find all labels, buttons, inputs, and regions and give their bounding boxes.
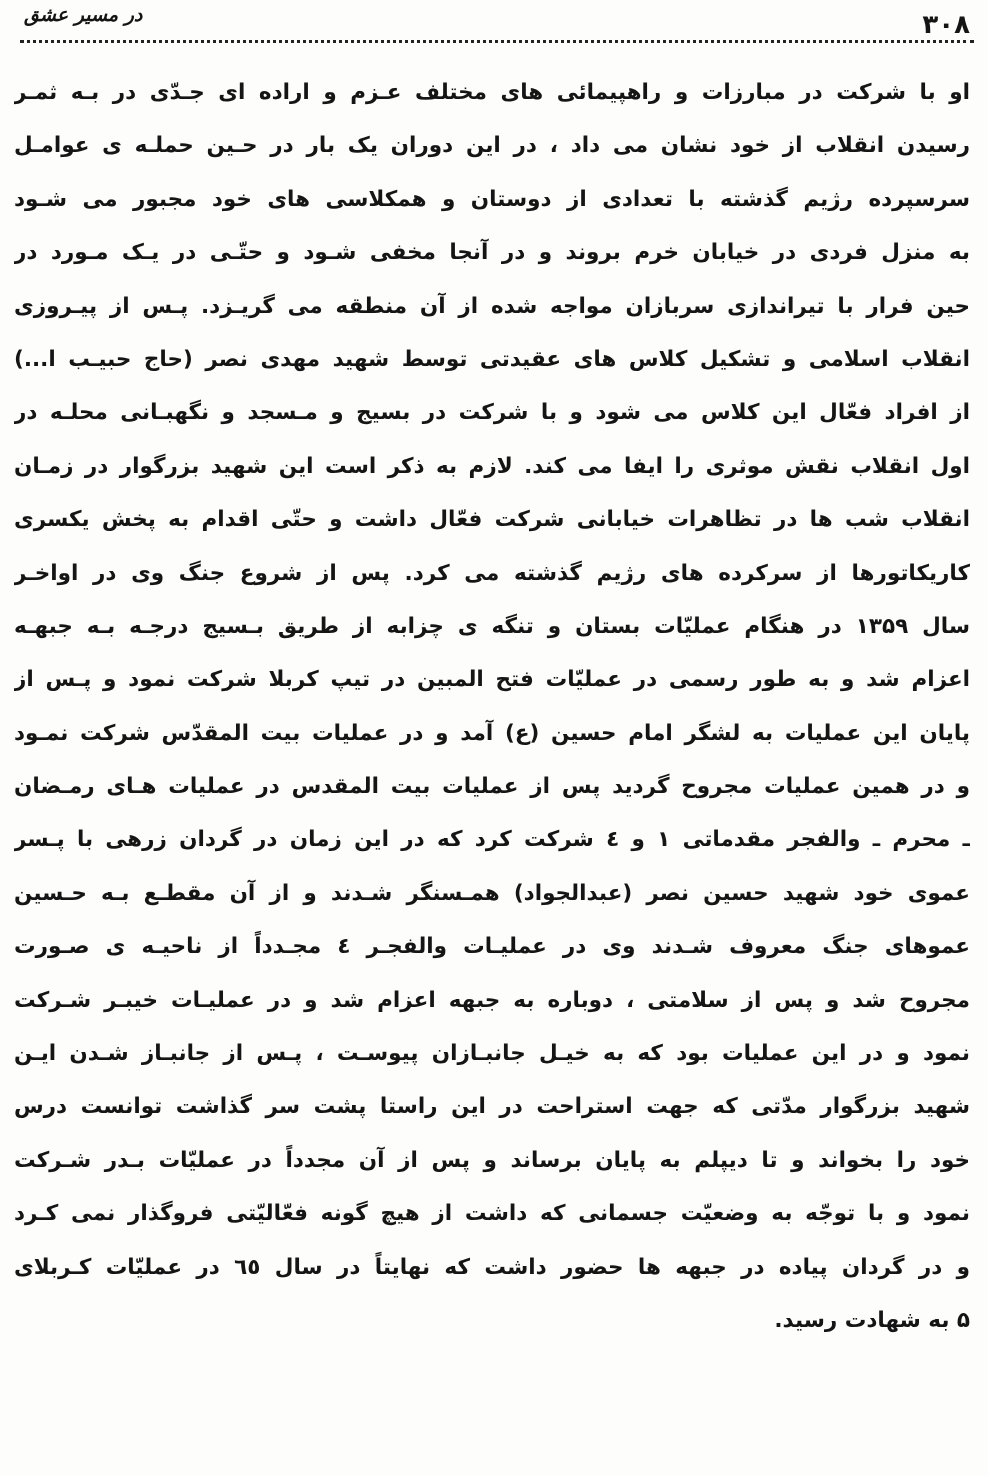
text-line: سرسپرده رژیم گذشته با تعدادی از دوستان و همکلاسی های خود مجبور می شـود xyxy=(14,186,970,212)
text-line: سال ۱۳۵۹ در هنگام عملیّات بستان و تنگه ی چزابه از طریق بـسیج درجـه بـه جبهـه xyxy=(14,613,970,639)
text-line: کاریکاتورها از سرکرده های رژیم گذشته می کرد. پس از شروع جنگ وی در اواخـر xyxy=(14,560,970,586)
page-header xyxy=(20,0,974,46)
text-line: ـ محرم ـ والفجر مقدماتی ۱ و ٤ شرکت کرد که در این زمان در گردان زرهی با پـسر xyxy=(14,827,970,853)
text-line: مجروح شد و پس از سلامتی ، دوباره به جبهه اعزام شد و در عملیـات خیبـر شـرکت xyxy=(14,987,970,1013)
text-line: عموی خود شهید حسین نصر (عبدالجواد) همـسنگر شـدند و از آن مقطـع بـه حـسین xyxy=(14,880,970,906)
text-line: حین فرار با تیراندازی سربازان مواجه شده از آن منطقه می گریـزد. پـس از پیـروزی xyxy=(14,293,970,319)
text-line: از افراد فعّال این کلاس می شود و با شرکت در بسیج و مـسجد و نگهبـانی محلـه در xyxy=(14,400,970,426)
text-line: و در همین عملیات مجروح گردید پس از عملیات بیت المقدس در عملیات هـای رمـضان xyxy=(14,774,970,800)
text-line: اعزام شد و به طور رسمی در عملیّات فتح المبین در تیپ کربلا شرکت نمود و پـس از xyxy=(14,667,970,693)
text-line: انقلاب اسلامی و تشکیل کلاس های عقیدتی توسط شهید مهدی نصر (حاج حبیـب ا...) xyxy=(14,346,970,372)
body-text xyxy=(14,66,970,1347)
text-line: پایان این عملیات به لشگر امام حسین (ع) آمد و در عملیات بیت المقدّس شرکت نمـود xyxy=(14,720,970,746)
text-line: نمود و با توجّه به وضعیّت جسمانی که داشت از هیچ گونه فعّالیّتی فروگذار نمی کـرد xyxy=(14,1201,970,1227)
text-line: عموهای جنگ معروف شـدند وی در عملیـات والفجـر ٤ مجـدداً از ناحیـه ی صـورت xyxy=(14,934,970,960)
running-head: در مسیر عشق xyxy=(24,4,143,26)
text-line: او با شرکت در مبارزات و راهپیمائی های مختلف عـزم و اراده ای جـدّی در بـه ثمـر xyxy=(14,80,970,105)
text-line: نمود و در این عملیات بود که به خیـل جانبـازان پیوسـت ، پـس از جانبـاز شـدن ایـن xyxy=(14,1041,970,1067)
page-number: ۳۰۸ xyxy=(922,10,970,40)
text-line: خود را بخواند و تا دیپلم به پایان برساند و پس از آن مجدداً در عملیّات بـدر شـرکت xyxy=(14,1147,970,1173)
text-line: رسیدن انقلاب از خود نشان می داد ، در این دوران یک بار در حـین حملـه ی عوامـل xyxy=(14,133,970,159)
text-line: شهید بزرگوار مدّتی که جهت استراحت در این راستا پشت سر گذاشت توانست درس xyxy=(14,1094,970,1120)
text-line: انقلاب شب ها در تظاهرات خیابانی شرکت فعّال داشت و حتّی اقدام به پخش یکسری xyxy=(14,507,970,533)
text-line: به منزل فردی در خیابان خرم بروند و در آنجا مخفی شـود و حتّـی در یـک مـورد در xyxy=(14,240,970,266)
text-line: و در گردان پیاده در جبهه ها حضور داشت که نهایتاً در سال ٦٥ در عملیّات کـربلای xyxy=(14,1254,970,1280)
text-line: اول انقلاب نقش موثری را ایفا می کند. لازم به ذکر است این شهید بزرگوار در زمـان xyxy=(14,453,970,479)
header-divider xyxy=(20,40,974,43)
text-line-last: ۵ به شهادت رسید. xyxy=(774,1307,970,1333)
